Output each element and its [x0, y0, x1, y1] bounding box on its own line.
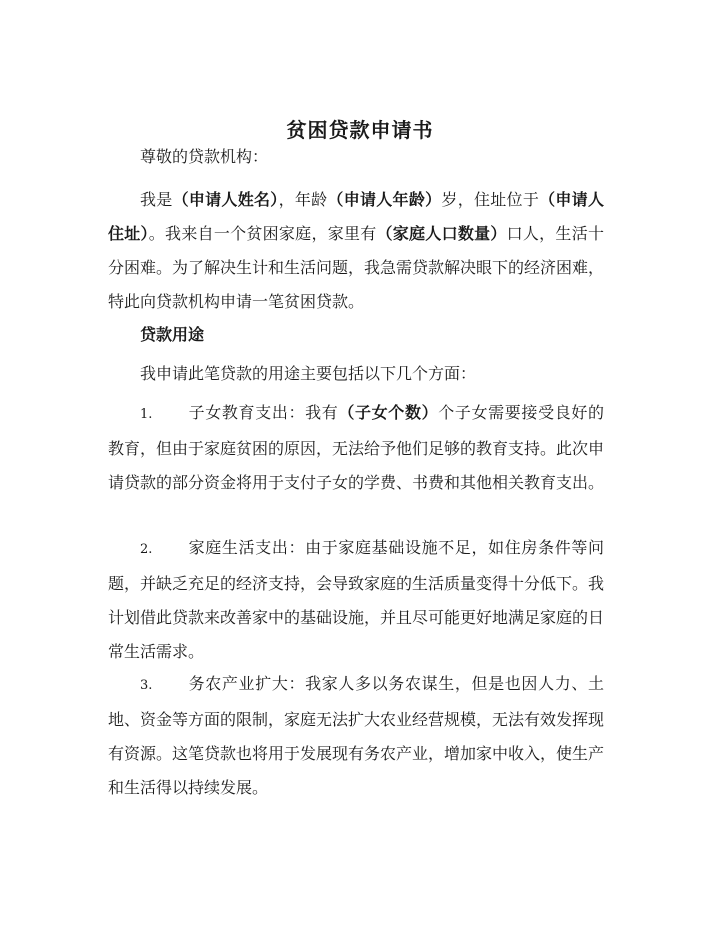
intro-text-1: 我是 [140, 190, 173, 209]
list-number-3: 3. [140, 678, 153, 693]
applicant-age-field: （申请人年龄） [327, 190, 442, 209]
list-item-1-lead: 子女教育支出：我有 [188, 403, 339, 422]
applicant-address-field: （申请人住址） [108, 190, 604, 243]
intro-paragraph [108, 183, 604, 319]
intro-text-4: 。我来自一个贫困家庭，家里有 [148, 224, 377, 243]
family-size-field: （家庭人口数量） [376, 224, 507, 243]
salutation: 尊敬的贷款机构： [140, 147, 269, 166]
list-item-1-text: 个子女需要接受良好的教育，但由于家庭贫困的原因，无法给予他们足够的教育支持。此次申请贷款的部分资金将用于支付子女的学费、书费和其他相关教育支出。 [108, 403, 605, 492]
section-heading: 贷款用途 [140, 325, 205, 344]
intro-text-3: 岁，住址位于 [441, 190, 540, 209]
list-item-3-text: 务农产业扩大：我家人多以务农谋生，但是也因人力、土地、资金等方面的限制，家庭无法扩大农业经营规模，无法有效发挥现有资源。这笔贷款也将用于发展现有务农产业，增加家中收入，使生产和生活得以持续发展。 [108, 674, 605, 797]
section-intro: 我申请此笔贷款的用途主要包括以下几个方面： [140, 364, 477, 383]
intro-text-5: 口人，生活十分困难。为了解决生计和生活问题，我急需贷款解决眼下的经济困难，特此向贷款机构申请一笔贫困贷款。 [108, 224, 605, 311]
children-count-field: （子女个数） [338, 403, 439, 422]
list-item-2 [108, 531, 604, 669]
list-item-3 [108, 667, 604, 805]
list-number-1: 1. [140, 407, 153, 422]
document-title: 贫困贷款申请书 [286, 118, 434, 142]
applicant-name-field: （申请人姓名） [172, 190, 279, 209]
list-item-1 [108, 396, 604, 500]
list-number-2: 2. [140, 542, 153, 557]
intro-text-2: ，年龄 [278, 190, 328, 209]
list-item-2-text: 家庭生活支出：由于家庭基础设施不足，如住房条件等问题，并缺乏充足的经济支持，会导致家庭的生活质量变得十分低下。我计划借此贷款来改善家中的基础设施，并且尽可能更好地满足家庭的日常生活需求。 [108, 538, 605, 661]
